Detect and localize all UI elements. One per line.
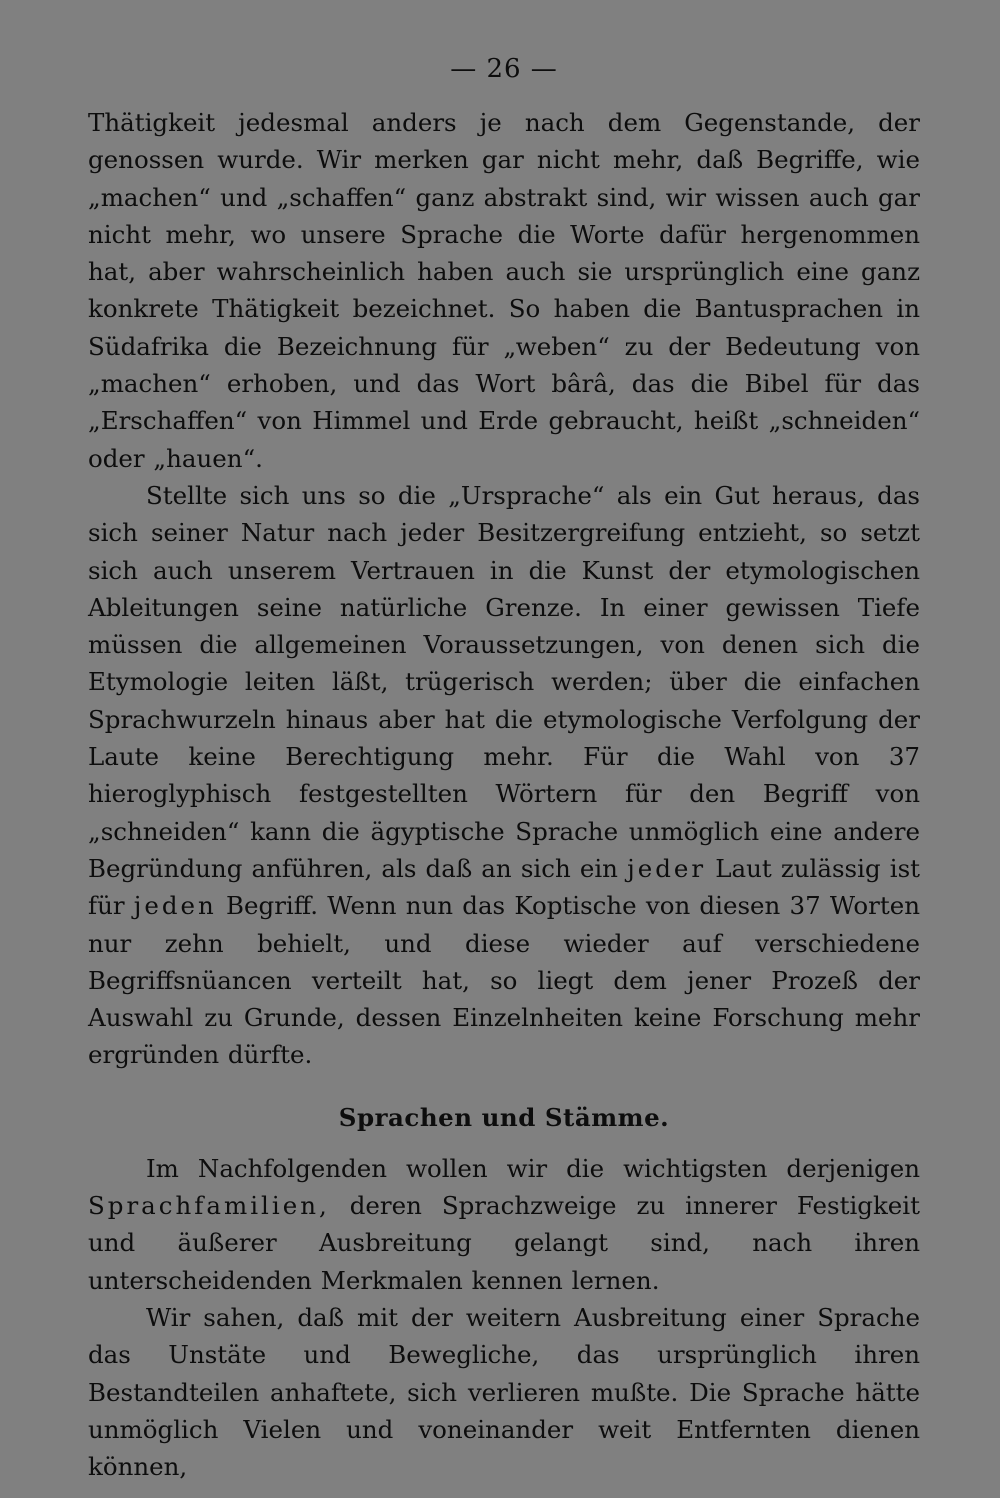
section-body-1 (88, 104, 920, 1074)
paragraph-2-text-a: Stellte sich uns so die „Ursprache“ als ein Gut heraus, das sich seiner Natur nach jeder Besitzergreifung entzieht, so setzt sich auch unserem Vertrauen in die Kunst der etymologischen Ableitungen seine natürliche Grenze. In einer gewissen Tiefe müssen die allgemeinen Voraussetzungen, von denen sich die Etymologie leiten läßt, trügerisch werden; über die einfachen Sprachwurzeln hinaus aber hat die etymologische Verfolgung der Laute keine Berechtigung mehr. Für die Wahl von 37 hieroglyphisch festgestellten Wörtern für den Begriff von „schneiden“ kann die ägyptische Sprache unmöglich eine andere Begründung anführen, als daß an sich ein (88, 480, 920, 883)
paragraph-3-text-b: deren Sprachzweige zu innerer Festigkeit und äußerer Ausbreitung gelangt sind, nach ihren unterscheidenden Merkmalen kennen lernen. (88, 1191, 920, 1295)
paragraph-3-text-a: Im Nachfolgenden wollen wir die wichtigsten derjenigen (146, 1153, 920, 1183)
emphasis-jeder: jeder (627, 853, 707, 883)
page-number: — 26 — (450, 54, 558, 84)
emphasis-sprachfamilien: Sprachfamilien, (88, 1191, 330, 1221)
section-heading: Sprachen und Stämme. (338, 1102, 670, 1132)
emphasis-jeden: jeden (133, 891, 217, 921)
paragraph-4: Wir sahen, daß mit der weitern Ausbreitung einer Sprache das Unstäte und Bewegliche, das ursprünglich ihren Bestandteilen anhaftete, sich verlieren mußte. Die Sprache hätte unmöglich Vielen und voneinander weit Entfernten dienen können, (88, 1302, 920, 1482)
paragraph-2-text-c: Begriff. Wenn nun das Koptische von diesen 37 Worten nur zehn behielt, und diese wieder auf verschiedene Begriffsnüancen verteilt hat, so liegt dem jener Prozeß der Auswahl zu Grunde, dessen Einzelnheiten keine Forschung mehr ergründen dürfte. (88, 891, 920, 1070)
section-body-2 (88, 1150, 920, 1486)
paragraph-2-text-b: Laut zulässig ist für (88, 853, 921, 921)
paragraph-2 (88, 477, 920, 1074)
paragraph-1: Thätigkeit jedesmal anders je nach dem Gegenstande, der genossen wurde. Wir merken gar nicht mehr, daß Begriffe, wie „machen“ und „schaffen“ ganz abstrakt sind, wir wissen auch gar nicht mehr, wo unsere Sprache die Worte dafür hergenommen hat, aber wahrscheinlich haben auch sie ursprünglich eine ganz konkrete Thätigkeit bezeichnet. So haben die Bantusprachen in Südafrika die Bezeichnung für „weben“ zu der Bedeutung von „machen“ erhoben, und das Wort bârâ, das die Bibel für das „Erschaffen“ von Himmel und Erde gebraucht, heißt „schneiden“ oder „hauen“. (88, 108, 920, 473)
paragraph-3 (88, 1150, 920, 1299)
